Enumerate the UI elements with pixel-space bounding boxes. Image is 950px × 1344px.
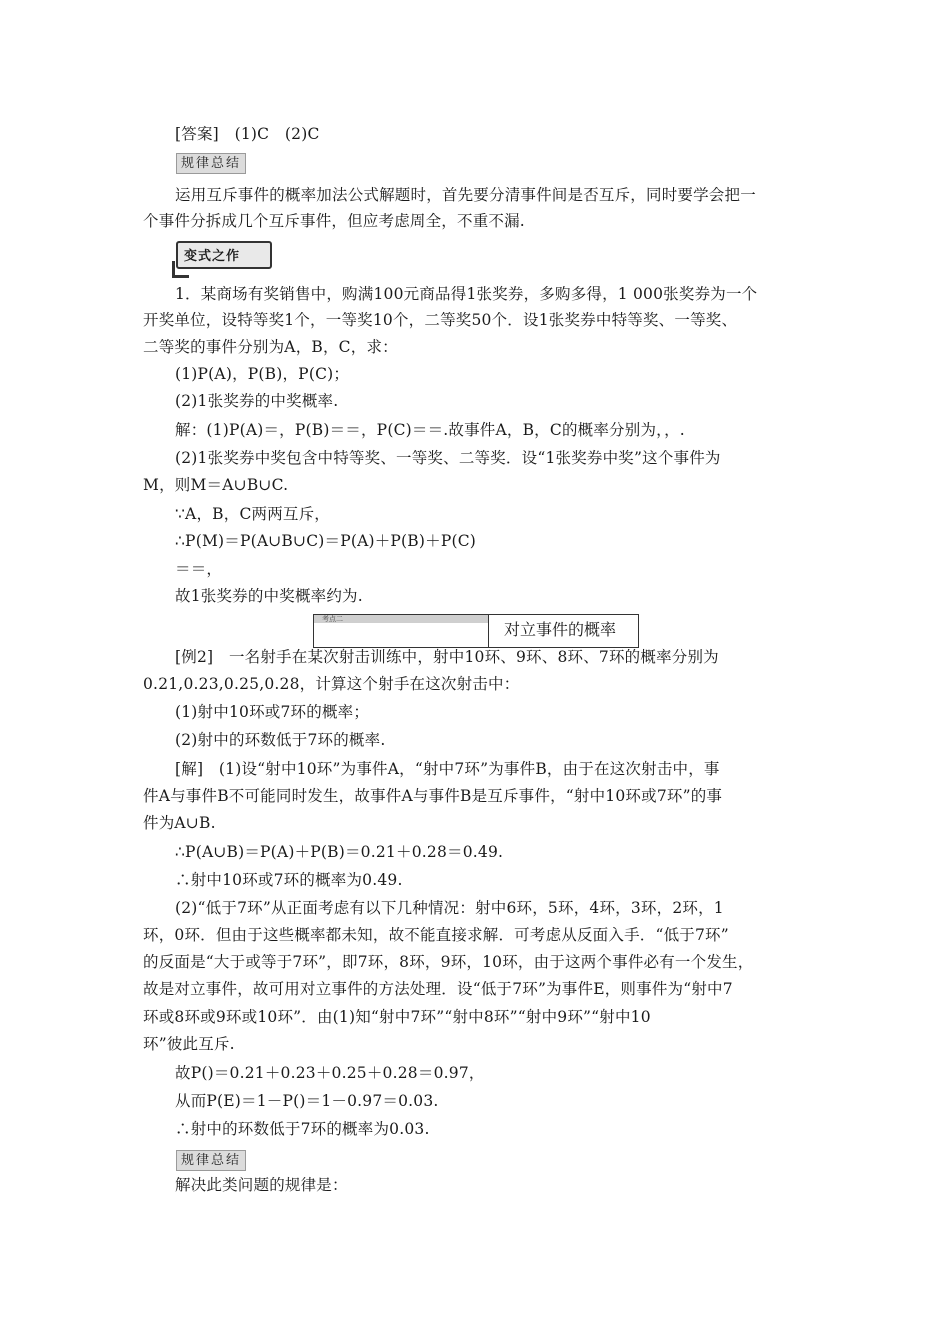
question-1-line-3: 二等奖的事件分别为A，B，C，求： [143,338,398,356]
example-2-part-2: (2)射中的环数低于7环的概率. [175,731,386,749]
solution-1-line-7: 故1张奖券的中奖概率约为. [175,587,363,605]
rule-summary-2-line: 解决此类问题的规律是： [175,1176,348,1194]
section-header-left-cell [314,615,489,647]
solution-1-line-4: ∵A，B，C两两互斥， [175,505,331,523]
solution-2-line-14: ∴射中的环数低于7环的概率为0.03. [175,1120,430,1138]
solution-2-line-3: 件为A∪B. [143,814,216,832]
solution-2-line-4: ∴P(A∪B)＝P(A)＋P(B)＝0.21＋0.28＝0.49. [175,843,504,861]
solution-1-line-1: 解：(1)P(A)＝，P(B)＝＝，P(C)＝＝.故事件A，B，C的概率分别为，，. [175,421,685,439]
solution-2-line-1: [解] (1)设“射中10环”为事件A，“射中7环”为事件B，由于在这次射击中，事 [175,760,720,778]
solution-1-line-6: ＝＝， [175,560,223,578]
solution-2-line-12: 故P()＝0.21＋0.23＋0.25＋0.28＝0.97， [175,1064,485,1082]
section-title: 对立事件的概率 [504,620,617,639]
solution-2-line-8: 的反面是“大于或等于7环”，即7环，8环，9环，10环，由于这两个事件必有一个发生， [143,953,754,971]
question-1-part-1: (1)P(A)，P(B)，P(C)； [175,365,350,383]
rule-summary-tag: 规律总结 [176,153,246,174]
solution-2-line-9: 故是对立事件，故可用对立事件的方法处理．设“低于7环”为事件E，则事件为“射中7 [143,980,733,998]
solution-2-line-6: (2)“低于7环”从正面考虑有以下几种情况：射中6环，5环，4环，3环，2环，1 [175,899,724,917]
variant-practice-tag [176,241,272,269]
question-1-line-1: 1．某商场有奖销售中，购满100元商品得1张奖券，多购多得，1 000张奖券为一个 [175,285,758,303]
variant-practice-label: 变式之作 [184,249,241,264]
solution-1-line-3: M，则M＝A∪B∪C. [143,476,289,494]
example-2-line-2: 0.21,0.23,0.25,0.28，计算这个射手在这次射击中： [143,675,520,693]
rule-summary-line-2: 个事件分拆成几个互斥事件，但应考虑周全，不重不漏. [143,212,525,230]
solution-2-line-11: 环”彼此互斥. [143,1035,235,1053]
solution-2-line-10: 环或8环或9环或10环”．由(1)知“射中7环”“射中8环”“射中9环”“射中10 [143,1008,651,1026]
solution-1-line-2: (2)1张奖券中奖包含中特等奖、一等奖、二等奖．设“1张奖券中奖”这个事件为 [175,449,721,467]
solution-2-line-7: 环，0环．但由于这些概率都未知，故不能直接求解．可考虑从反面入手．“低于7环” [143,926,729,944]
question-1-part-2: (2)1张奖券的中奖概率. [175,392,339,410]
question-1-line-2: 开奖单位，设特等奖1个，一等奖10个，二等奖50个．设1张奖券中特等奖、一等奖、 [143,311,738,329]
example-2-line-1: [例2] 一名射手在某次射击训练中，射中10环、9环、8环、7环的概率分别为 [175,648,719,666]
answer-line: [答案] (1)C (2)C [175,125,320,143]
solution-2-line-5: ∴射中10环或7环的概率为0.49. [175,871,403,889]
example-2-part-1: (1)射中10环或7环的概率； [175,703,370,721]
rule-summary-tag-2: 规律总结 [176,1150,246,1171]
rule-summary-line-1: 运用互斥事件的概率加法公式解题时，首先要分清事件间是否互斥，同时要学会把一 [175,186,756,204]
section-header-box [313,614,639,648]
section-number-label: 考点二 [322,615,343,623]
solution-1-line-5: ∴P(M)＝P(A∪B∪C)＝P(A)＋P(B)＋P(C) [175,532,477,550]
solution-2-line-13: 从而P(E)＝1－P()＝1－0.97＝0.03. [175,1092,439,1110]
solution-2-line-2: 件A与事件B不可能同时发生，故事件A与事件B是互斥事件，“射中10环或7环”的事 [143,787,723,805]
